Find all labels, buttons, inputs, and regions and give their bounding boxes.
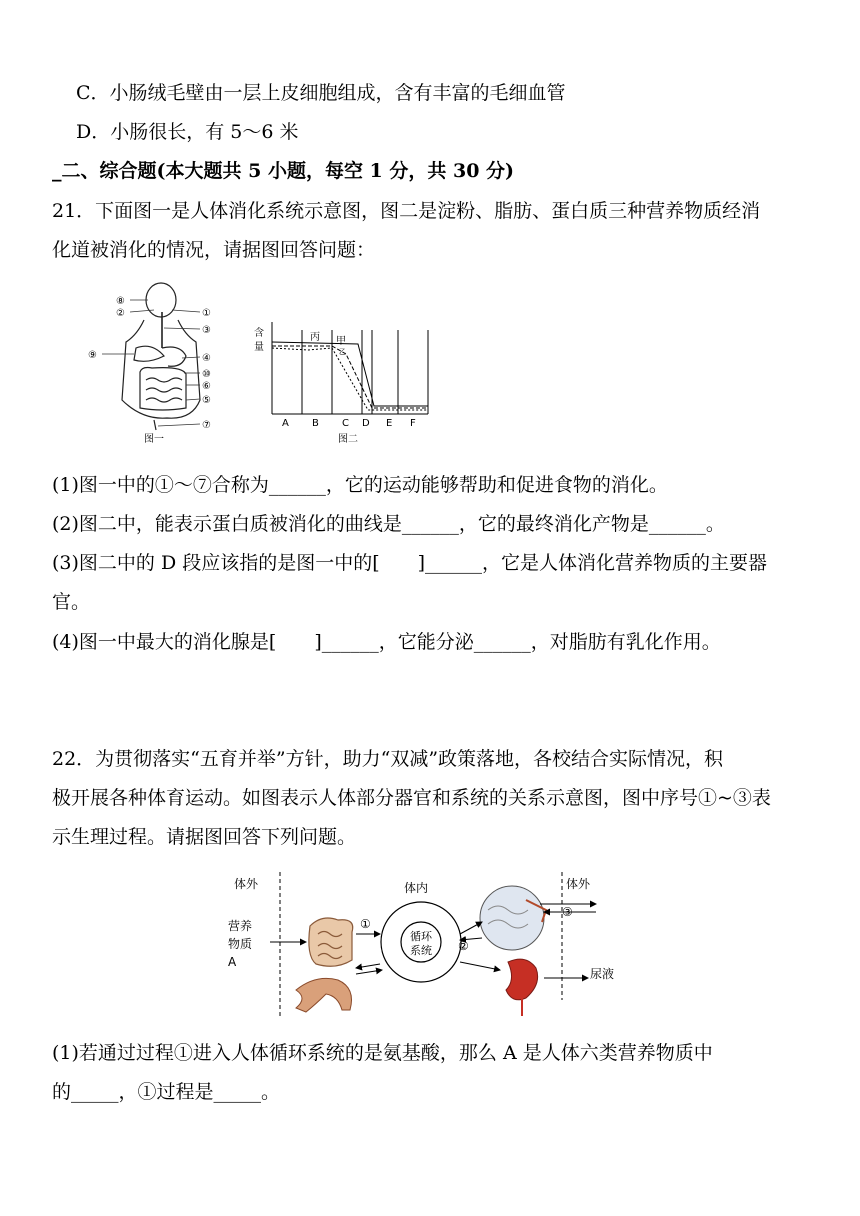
- q21-sub3-line1: (3)图二中的 D 段应该指的是图一中的[ ]______，它是人体消化营养物质的主要器: [52, 552, 768, 574]
- muscle-icon: [296, 978, 352, 1012]
- q21-sub1: (1)图一中的①～⑦合称为______，它的运动能够帮助和促进食物的消化。: [52, 474, 668, 496]
- fig1-caption: 图一: [144, 434, 164, 445]
- fig2-curve-label: 丙: [310, 332, 320, 343]
- kidney-icon: [506, 959, 538, 1016]
- fig1-marker: ⑤: [202, 395, 211, 406]
- q21-sub3-line2: 官。: [52, 591, 91, 613]
- intestine-icon: [309, 918, 353, 966]
- option-d: D．小肠很长，有 5～6 米: [76, 121, 299, 143]
- fig3-outside-left: 体外: [234, 877, 259, 891]
- fig2-segment: A: [282, 418, 289, 429]
- fig1-marker: ①: [202, 308, 211, 319]
- fig3-step: ③: [562, 905, 573, 919]
- fig1-marker: ②: [116, 308, 125, 319]
- q21-sub4: (4)图一中最大的消化腺是[ ]______，它能分泌______，对脂肪有乳化作用。: [52, 631, 721, 653]
- q21-stem-line2: 化道被消化的情况，请据图回答问题：: [52, 239, 376, 261]
- q22-stem-line2: 极开展各种体育运动。如图表示人体部分器官和系统的关系示意图，图中序号①~③表: [52, 787, 771, 809]
- fig2-ylabel-char: 含: [254, 328, 264, 339]
- q22-sub1-line2: 的_____，①过程是_____。: [52, 1081, 281, 1103]
- lung-icon: [480, 886, 546, 950]
- fig1-marker: ⑦: [202, 420, 211, 431]
- fig1-marker: ⑨: [88, 350, 97, 361]
- q21-stem-line1: 21．下面图一是人体消化系统示意图，图二是淀粉、脂肪、蛋白质三种营养物质经消: [52, 200, 761, 222]
- fig2-curve-label: 甲: [336, 336, 346, 347]
- q22-sub1-line1: (1)若通过过程①进入人体循环系统的是氨基酸，那么 A 是人体六类营养物质中: [52, 1042, 713, 1064]
- fig2-caption: 图二: [338, 434, 358, 445]
- fig1-marker: ④: [202, 353, 211, 364]
- q22-stem-line3: 示生理过程。请据图回答下列问题。: [52, 826, 357, 848]
- fig1-marker: ⑩: [202, 369, 211, 380]
- organ-system-figure: [226, 870, 646, 1020]
- fig1-marker: ③: [202, 325, 211, 336]
- fig2-segment: B: [312, 418, 319, 429]
- fig2-segment: E: [386, 418, 393, 429]
- fig2-segment: F: [410, 418, 416, 429]
- option-c: C．小肠绒毛壁由一层上皮细胞组成，含有丰富的毛细血管: [76, 82, 566, 104]
- fig3-nutrient: 营养: [228, 919, 253, 933]
- fig3-circ: 系统: [410, 944, 432, 957]
- fig3-nutrient: A: [228, 955, 237, 969]
- fig1-marker: ⑧: [116, 296, 125, 307]
- fig2-ylabel-char: 量: [254, 342, 264, 353]
- fig3-urine: 尿液: [590, 967, 615, 981]
- q21-sub2: (2)图二中，能表示蛋白质被消化的曲线是______，它的最终消化产物是______。: [52, 513, 725, 535]
- section-2-heading: _二、综合题(本大题共 5 小题，每空 1 分，共 30 分): [52, 160, 515, 182]
- fig2-segment: C: [342, 418, 349, 429]
- fig3-step: ①: [360, 917, 371, 931]
- fig3-circ: 循环: [410, 930, 432, 943]
- q22-stem-line1: 22．为贯彻落实“五育并举”方针，助力“双减”政策落地，各校结合实际情况，积: [52, 748, 724, 770]
- fig2-curve-label: 乙: [339, 348, 346, 356]
- fig1-marker: ⑥: [202, 381, 211, 392]
- digestion-curve-figure: [248, 320, 438, 445]
- digestive-system-figure: [82, 280, 232, 446]
- fig3-inside: 体内: [404, 881, 429, 895]
- fig3-nutrient: 物质: [228, 937, 253, 951]
- fig3-step: ②: [458, 939, 469, 953]
- fig3-outside-right: 体外: [566, 877, 591, 891]
- fig2-segment: D: [362, 418, 370, 429]
